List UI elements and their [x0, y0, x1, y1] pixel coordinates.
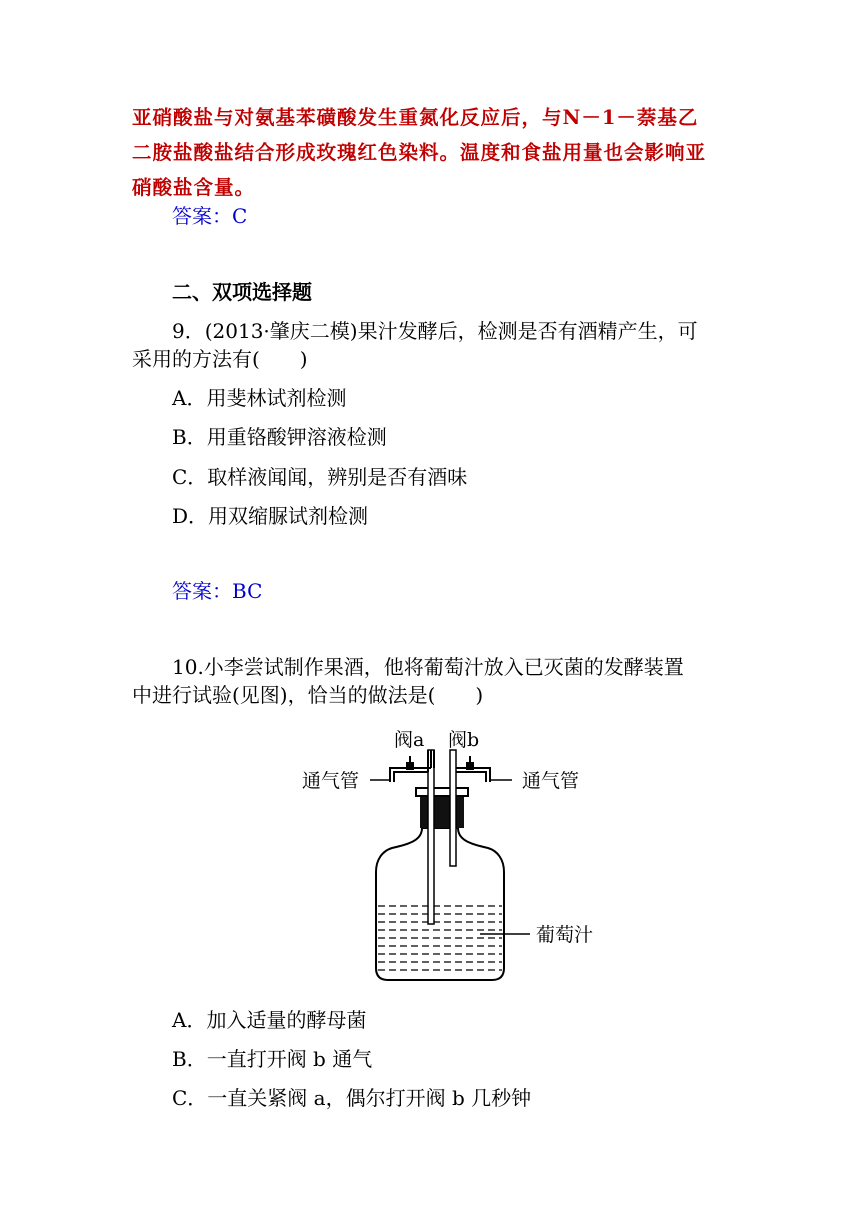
label-vent-tube-right: 通气管: [522, 770, 580, 792]
q9-option-a: A．用斐林试剂检测: [172, 386, 347, 410]
label-valve-a: 阀a: [394, 729, 425, 751]
rubber-stopper: [420, 792, 464, 828]
label-vent-tube-left: 通气管: [302, 770, 360, 792]
right-vent-tube: [456, 768, 490, 782]
q10-option-a: A．加入适量的酵母菌: [172, 1008, 367, 1032]
valve-a: [406, 762, 414, 770]
explanation-line-2: 二胺盐酸盐结合形成玫瑰红色染料。温度和食盐用量也会影响亚: [132, 141, 707, 164]
long-tube: [428, 750, 434, 924]
explanation-line-1: 亚硝酸盐与对氨基苯磺酸发生重氮化反应后，与N－1－萘基乙: [132, 106, 699, 129]
label-grape-juice: 葡萄汁: [536, 924, 594, 946]
q10-stem-line-2: 中进行试验(见图)，恰当的做法是( ): [132, 683, 484, 707]
label-valve-b: 阀b: [448, 729, 480, 751]
section-title: 二、双项选择题: [172, 280, 312, 304]
bottle-outline: [376, 828, 504, 980]
stopper-rim: [416, 788, 468, 796]
q10-stem-line-1: 10.小李尝试制作果酒，他将葡萄汁放入已灭菌的发酵装置: [172, 655, 684, 679]
q9-option-b: B．用重铬酸钾溶液检测: [172, 425, 387, 449]
short-tube: [450, 750, 456, 866]
q9-stem-line-2: 采用的方法有( ): [132, 347, 308, 371]
explanation-line-3: 硝酸盐含量。: [132, 176, 256, 199]
q10-option-c: C．一直关紧阀 a，偶尔打开阀 b 几秒钟: [172, 1086, 532, 1110]
q9-option-c: C．取样液闻闻，辨别是否有酒味: [172, 465, 468, 489]
fermentation-apparatus-figure: [290, 720, 620, 990]
answer-q9: 答案：BC: [172, 579, 263, 603]
answer-q8: 答案：C: [172, 204, 248, 228]
q9-option-d: D．用双缩脲试剂检测: [172, 504, 369, 528]
valve-b: [466, 762, 474, 770]
q10-option-b: B．一直打开阀 b 通气: [172, 1047, 373, 1071]
q9-stem-line-1: 9．(2013·肇庆二模)果汁发酵后，检测是否有酒精产生，可: [172, 319, 698, 343]
